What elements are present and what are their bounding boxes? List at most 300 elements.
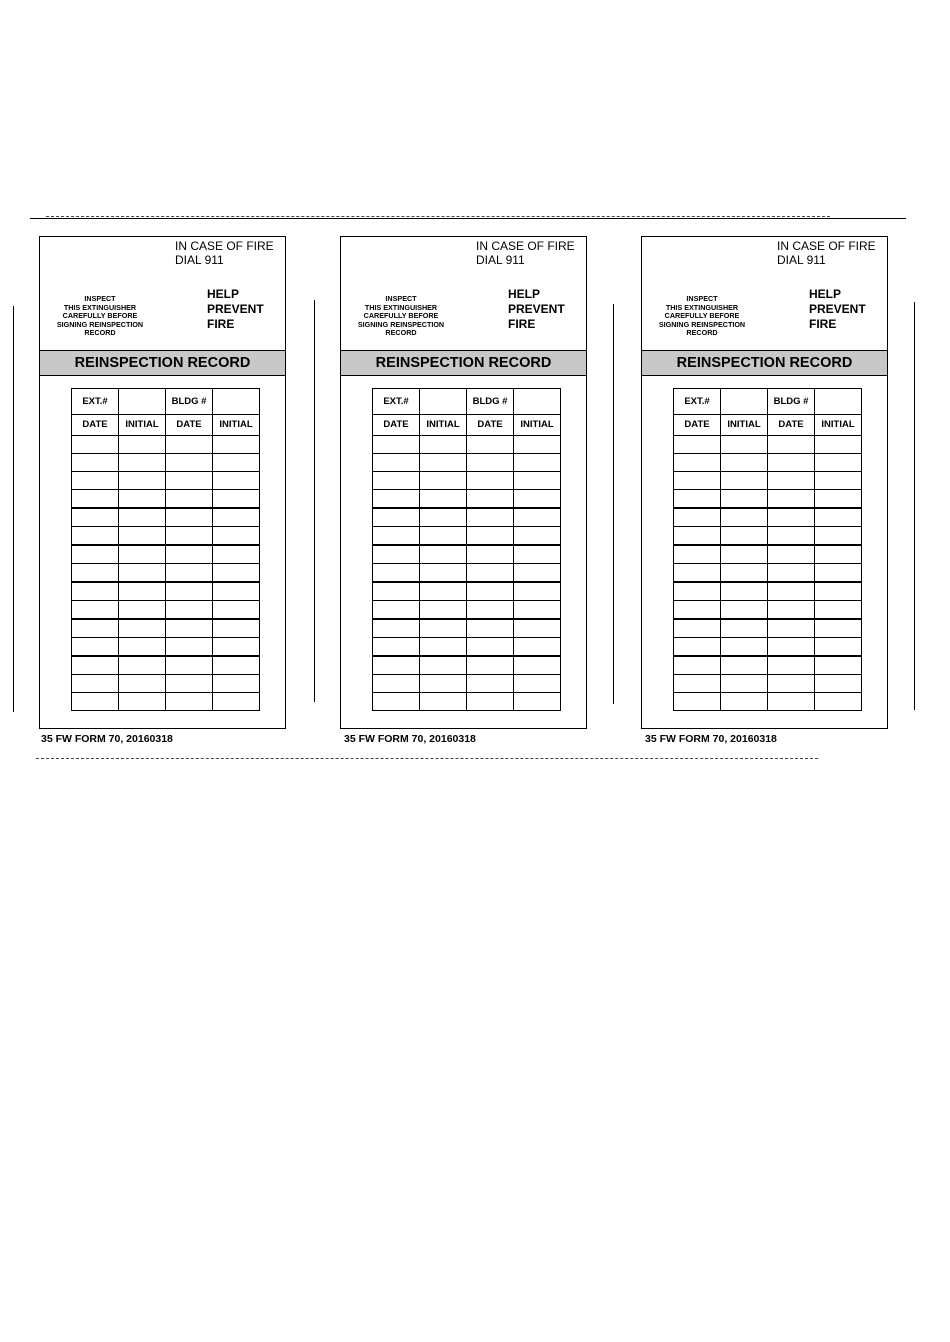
date-cell[interactable] [674,675,721,693]
date-cell[interactable] [467,436,514,454]
date-cell[interactable] [467,601,514,620]
table-row [373,436,561,454]
date-cell[interactable] [674,601,721,620]
date-cell[interactable] [166,454,213,472]
initial-cell[interactable] [514,545,561,564]
date-cell[interactable] [467,545,514,564]
date-cell[interactable] [467,656,514,675]
table-row [373,638,561,657]
emergency-line: DIAL 911 [175,253,224,267]
initial-cell[interactable] [514,582,561,601]
inspection-tag [641,236,888,729]
initial-cell[interactable] [213,508,260,527]
date-cell[interactable] [467,675,514,693]
date-cell[interactable] [768,619,815,638]
initial-cell[interactable] [213,675,260,693]
column-header: DATE [72,415,119,436]
initial-cell[interactable] [213,436,260,454]
initial-cell[interactable] [420,693,467,711]
slogan-line: FIRE [508,317,536,331]
date-cell[interactable] [166,527,213,546]
initial-cell[interactable] [420,490,467,509]
initial-cell[interactable] [420,545,467,564]
date-cell[interactable] [72,582,119,601]
date-cell[interactable] [768,545,815,564]
emergency-line: DIAL 911 [777,253,826,267]
date-cell[interactable] [674,472,721,490]
table-row [674,693,862,711]
initial-cell[interactable] [815,472,862,490]
bldg-label: BLDG # [768,389,815,415]
date-cell[interactable] [674,436,721,454]
table-row [72,454,260,472]
column-header: INITIAL [119,415,166,436]
date-cell[interactable] [166,582,213,601]
inspect-note-line: THIS EXTINGUISHER [63,302,137,312]
date-cell[interactable] [467,490,514,509]
inspect-note-line: THIS EXTINGUISHER [364,302,438,312]
initial-cell[interactable] [815,601,862,620]
date-cell[interactable] [674,638,721,657]
table-row [373,527,561,546]
date-cell[interactable] [467,619,514,638]
date-cell[interactable] [373,656,420,675]
left-cut-mark [13,306,14,712]
bldg-label: BLDG # [467,389,514,415]
slogan-line: HELP [508,287,541,301]
date-cell[interactable] [166,490,213,509]
ext-label: EXT.# [72,389,119,415]
date-cell[interactable] [768,436,815,454]
initial-cell[interactable] [815,656,862,675]
column-header: DATE [166,415,213,436]
date-cell[interactable] [373,638,420,657]
initial-cell[interactable] [815,693,862,711]
date-cell[interactable] [467,693,514,711]
date-cell[interactable] [373,454,420,472]
initial-cell[interactable] [721,472,768,490]
ext-value-cell[interactable] [721,389,768,415]
bldg-value-cell[interactable] [213,389,260,415]
date-cell[interactable] [674,490,721,509]
table-row [373,675,561,693]
ext-value-cell[interactable] [119,389,166,415]
initial-cell[interactable] [815,582,862,601]
table-row [674,490,862,509]
column-header: DATE [467,415,514,436]
date-cell[interactable] [72,693,119,711]
date-cell[interactable] [674,656,721,675]
ext-label: EXT.# [373,389,420,415]
initial-cell[interactable] [721,545,768,564]
initial-cell[interactable] [213,638,260,657]
table-row [674,472,862,490]
date-cell[interactable] [72,454,119,472]
initial-cell[interactable] [119,675,166,693]
initial-cell[interactable] [213,656,260,675]
inspect-note-line: INSPECT [84,294,116,303]
date-cell[interactable] [166,545,213,564]
initial-cell[interactable] [119,527,166,546]
date-cell[interactable] [166,472,213,490]
date-cell[interactable] [373,490,420,509]
initial-cell[interactable] [721,601,768,620]
table-row [674,656,862,675]
date-cell[interactable] [166,619,213,638]
table-row [674,527,862,546]
inspect-note [48,295,152,338]
column-header: INITIAL [420,415,467,436]
initial-cell[interactable] [213,490,260,509]
initial-cell[interactable] [721,656,768,675]
date-cell[interactable] [166,508,213,527]
id-row [373,389,561,415]
inspect-note-line: SIGNING REINSPECTION [357,319,445,329]
table-row [72,619,260,638]
table-row [373,490,561,509]
emergency-line: DIAL 911 [476,253,525,267]
date-cell[interactable] [373,508,420,527]
initial-cell[interactable] [721,675,768,693]
column-header: INITIAL [213,415,260,436]
date-cell[interactable] [72,472,119,490]
reinspection-banner: REINSPECTION RECORD [642,350,887,376]
date-cell[interactable] [768,656,815,675]
inspect-note-line: RECORD [385,328,417,338]
column-header: DATE [768,415,815,436]
top-fold-line [30,218,906,219]
date-cell[interactable] [72,564,119,583]
table-row [72,601,260,620]
inspect-note-line: CAREFULLY BEFORE [664,311,740,321]
inspect-note-line: RECORD [84,328,116,338]
initial-cell[interactable] [119,619,166,638]
inspect-note-line: CAREFULLY BEFORE [363,311,439,321]
table-row [72,545,260,564]
initial-cell[interactable] [213,564,260,583]
inspect-note-line: THIS EXTINGUISHER [665,302,739,312]
reinspection-table [372,388,561,711]
date-cell[interactable] [768,601,815,620]
table-row [72,436,260,454]
initial-cell[interactable] [119,436,166,454]
reinspection-banner: REINSPECTION RECORD [40,350,285,376]
date-cell[interactable] [373,601,420,620]
table-row [674,675,862,693]
date-cell[interactable] [373,527,420,546]
date-cell[interactable] [72,490,119,509]
initial-cell[interactable] [119,601,166,620]
initial-cell[interactable] [119,472,166,490]
date-cell[interactable] [72,675,119,693]
column-header-row [674,415,862,436]
column-header: DATE [373,415,420,436]
initial-cell[interactable] [514,675,561,693]
inspect-note-line: RECORD [686,328,718,338]
initial-cell[interactable] [119,490,166,509]
initial-cell[interactable] [815,527,862,546]
inspect-note-line: SIGNING REINSPECTION [658,319,746,329]
ext-value-cell[interactable] [420,389,467,415]
date-cell[interactable] [768,508,815,527]
date-cell[interactable] [72,436,119,454]
emergency-line: IN CASE OF FIRE [476,239,575,253]
initial-cell[interactable] [815,564,862,583]
inspect-note-line: INSPECT [686,294,718,303]
initial-cell[interactable] [420,508,467,527]
date-cell[interactable] [467,508,514,527]
initial-cell[interactable] [514,436,561,454]
date-cell[interactable] [674,454,721,472]
initial-cell[interactable] [514,472,561,490]
date-cell[interactable] [768,693,815,711]
date-cell[interactable] [768,564,815,583]
initial-cell[interactable] [119,638,166,657]
initial-cell[interactable] [119,564,166,583]
initial-cell[interactable] [213,693,260,711]
date-cell[interactable] [768,527,815,546]
slogan-line: PREVENT [207,302,264,316]
table-row [674,454,862,472]
date-cell[interactable] [72,545,119,564]
table-row [72,675,260,693]
initial-cell[interactable] [721,564,768,583]
initial-cell[interactable] [721,436,768,454]
date-cell[interactable] [674,545,721,564]
date-cell[interactable] [72,601,119,620]
initial-cell[interactable] [213,472,260,490]
date-cell[interactable] [768,454,815,472]
initial-cell[interactable] [815,508,862,527]
form-code: 35 FW FORM 70, 20160318 [41,733,173,745]
table-row [674,545,862,564]
date-cell[interactable] [373,472,420,490]
inspect-note-line: INSPECT [385,294,417,303]
id-row [72,389,260,415]
date-cell[interactable] [768,675,815,693]
initial-cell[interactable] [119,693,166,711]
date-cell[interactable] [373,564,420,583]
date-cell[interactable] [674,527,721,546]
column-header: INITIAL [514,415,561,436]
initial-cell[interactable] [213,619,260,638]
inspect-note-line: CAREFULLY BEFORE [62,311,138,321]
date-cell[interactable] [768,472,815,490]
date-cell[interactable] [768,638,815,657]
inspection-tag [340,236,587,729]
initial-cell[interactable] [213,454,260,472]
initial-cell[interactable] [721,490,768,509]
date-cell[interactable] [72,527,119,546]
form-code: 35 FW FORM 70, 20160318 [645,733,777,745]
date-cell[interactable] [674,564,721,583]
date-cell[interactable] [373,693,420,711]
slogan-line: HELP [207,287,240,301]
reinspection-table [71,388,260,711]
reinspection-banner: REINSPECTION RECORD [341,350,586,376]
divider-cut-mark [314,300,315,702]
column-header-row [373,415,561,436]
table-row [674,582,862,601]
initial-cell[interactable] [213,601,260,620]
initial-cell[interactable] [815,454,862,472]
initial-cell[interactable] [514,508,561,527]
initial-cell[interactable] [420,454,467,472]
initial-cell[interactable] [721,582,768,601]
initial-cell[interactable] [119,508,166,527]
initial-cell[interactable] [514,527,561,546]
top-cut-line [46,216,830,217]
right-cut-mark [914,302,915,710]
initial-cell[interactable] [514,601,561,620]
id-row [674,389,862,415]
column-header: INITIAL [721,415,768,436]
date-cell[interactable] [166,693,213,711]
table-row [373,656,561,675]
initial-cell[interactable] [420,656,467,675]
initial-cell[interactable] [815,490,862,509]
table-row [72,693,260,711]
initial-cell[interactable] [815,619,862,638]
initial-cell[interactable] [420,638,467,657]
table-row [674,638,862,657]
date-cell[interactable] [373,675,420,693]
inspect-note-line: SIGNING REINSPECTION [56,319,144,329]
date-cell[interactable] [373,582,420,601]
initial-cell[interactable] [514,564,561,583]
initial-cell[interactable] [815,675,862,693]
date-cell[interactable] [72,638,119,657]
date-cell[interactable] [674,508,721,527]
date-cell[interactable] [768,582,815,601]
initial-cell[interactable] [213,527,260,546]
initial-cell[interactable] [721,508,768,527]
date-cell[interactable] [72,656,119,675]
initial-cell[interactable] [815,638,862,657]
slogan-line: FIRE [207,317,235,331]
table-row [373,582,561,601]
inspection-tag [39,236,286,729]
date-cell[interactable] [166,601,213,620]
initial-cell[interactable] [119,545,166,564]
table-row [373,545,561,564]
date-cell[interactable] [674,693,721,711]
table-row [373,508,561,527]
initial-cell[interactable] [420,472,467,490]
initial-cell[interactable] [514,656,561,675]
slogan-line: PREVENT [809,302,866,316]
date-cell[interactable] [166,564,213,583]
table-row [674,619,862,638]
slogan-line: HELP [809,287,842,301]
table-row [674,508,862,527]
table-row [373,454,561,472]
initial-cell[interactable] [721,693,768,711]
bottom-cut-line [36,758,818,759]
initial-cell[interactable] [514,619,561,638]
initial-cell[interactable] [213,545,260,564]
date-cell[interactable] [373,436,420,454]
date-cell[interactable] [72,619,119,638]
date-cell[interactable] [373,545,420,564]
initial-cell[interactable] [420,527,467,546]
column-header: DATE [674,415,721,436]
initial-cell[interactable] [420,436,467,454]
table-row [72,527,260,546]
initial-cell[interactable] [721,638,768,657]
initial-cell[interactable] [514,638,561,657]
date-cell[interactable] [467,638,514,657]
initial-cell[interactable] [213,582,260,601]
initial-cell[interactable] [420,564,467,583]
date-cell[interactable] [467,472,514,490]
table-row [674,436,862,454]
initial-cell[interactable] [514,454,561,472]
date-cell[interactable] [467,564,514,583]
date-cell[interactable] [166,656,213,675]
emergency-line: IN CASE OF FIRE [175,239,274,253]
initial-cell[interactable] [119,656,166,675]
date-cell[interactable] [467,582,514,601]
date-cell[interactable] [674,619,721,638]
initial-cell[interactable] [119,582,166,601]
table-row [72,490,260,509]
date-cell[interactable] [674,582,721,601]
reinspection-table [673,388,862,711]
date-cell[interactable] [768,490,815,509]
table-row [72,638,260,657]
table-row [373,619,561,638]
date-cell[interactable] [166,436,213,454]
table-row [72,564,260,583]
form-code: 35 FW FORM 70, 20160318 [344,733,476,745]
date-cell[interactable] [166,675,213,693]
date-cell[interactable] [467,454,514,472]
bldg-value-cell[interactable] [815,389,862,415]
table-row [373,564,561,583]
table-row [373,693,561,711]
initial-cell[interactable] [514,490,561,509]
table-row [72,508,260,527]
initial-cell[interactable] [721,454,768,472]
inspect-note [650,295,754,338]
date-cell[interactable] [467,527,514,546]
initial-cell[interactable] [420,675,467,693]
table-row [72,582,260,601]
bldg-value-cell[interactable] [514,389,561,415]
initial-cell[interactable] [119,454,166,472]
initial-cell[interactable] [815,436,862,454]
emergency-line: IN CASE OF FIRE [777,239,876,253]
table-row [72,656,260,675]
date-cell[interactable] [166,638,213,657]
column-header: INITIAL [815,415,862,436]
date-cell[interactable] [373,619,420,638]
initial-cell[interactable] [420,619,467,638]
ext-label: EXT.# [674,389,721,415]
slogan-line: PREVENT [508,302,565,316]
bldg-label: BLDG # [166,389,213,415]
initial-cell[interactable] [420,601,467,620]
initial-cell[interactable] [721,619,768,638]
initial-cell[interactable] [815,545,862,564]
initial-cell[interactable] [721,527,768,546]
initial-cell[interactable] [514,693,561,711]
table-row [674,564,862,583]
initial-cell[interactable] [420,582,467,601]
date-cell[interactable] [72,508,119,527]
table-row [72,472,260,490]
